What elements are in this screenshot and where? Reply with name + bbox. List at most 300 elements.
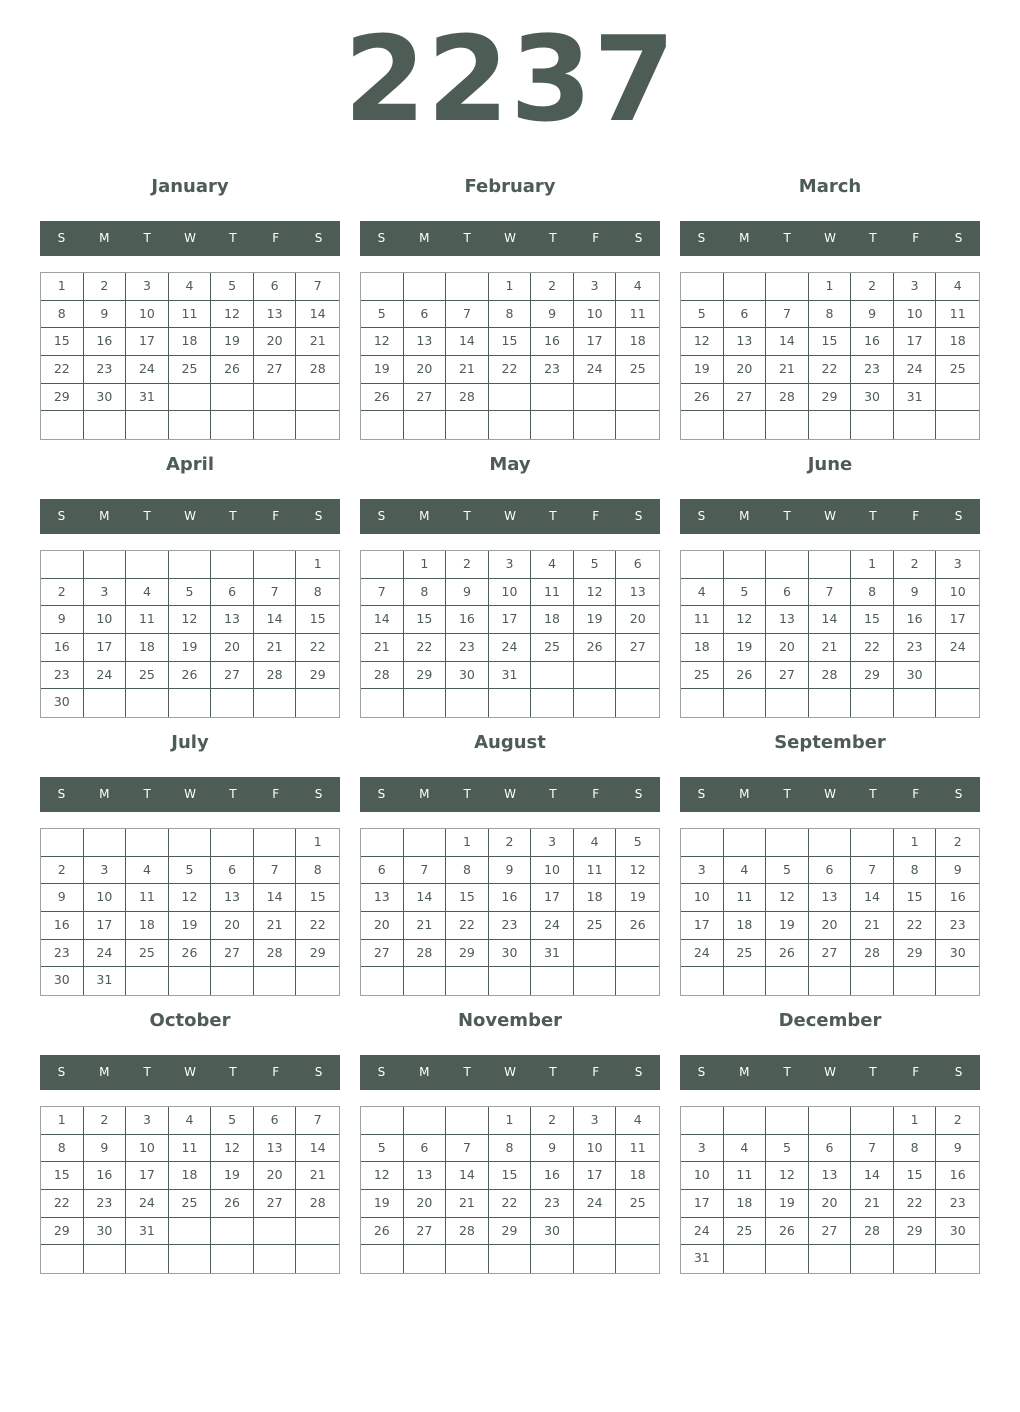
day-cell: 14 <box>296 301 339 329</box>
day-cell: 22 <box>851 634 894 662</box>
weekday-label: S <box>634 231 643 245</box>
day-cell: 27 <box>724 384 767 412</box>
day-cell: 6 <box>254 1107 297 1135</box>
day-cell: 23 <box>489 912 532 940</box>
day-cell: 25 <box>681 662 724 690</box>
day-cell: 30 <box>936 1218 979 1246</box>
day-cell: 24 <box>126 356 169 384</box>
day-cell: 2 <box>531 273 574 301</box>
day-cell <box>766 273 809 301</box>
day-cell <box>84 1245 127 1273</box>
day-cell <box>361 829 404 857</box>
day-cell <box>254 967 297 995</box>
day-cell <box>404 273 447 301</box>
day-cell: 5 <box>361 1135 404 1163</box>
day-cell: 5 <box>361 301 404 329</box>
day-cell: 11 <box>169 301 212 329</box>
weekday-header <box>40 221 340 256</box>
day-cell <box>489 689 532 717</box>
day-cell: 20 <box>254 328 297 356</box>
day-cell: 7 <box>296 1107 339 1135</box>
day-cell: 24 <box>531 912 574 940</box>
day-cell: 23 <box>84 356 127 384</box>
weekday-header <box>360 1055 660 1090</box>
day-cell <box>446 689 489 717</box>
day-cell: 23 <box>84 1190 127 1218</box>
day-cell <box>851 689 894 717</box>
day-cell: 25 <box>724 940 767 968</box>
day-cell <box>724 1107 767 1135</box>
day-cell: 20 <box>211 634 254 662</box>
day-grid <box>360 272 660 440</box>
day-cell: 28 <box>296 1190 339 1218</box>
weekday-label: W <box>184 1065 196 1079</box>
day-cell: 4 <box>724 857 767 885</box>
day-cell: 27 <box>766 662 809 690</box>
weekday-label: S <box>634 509 643 523</box>
day-cell: 13 <box>616 579 659 607</box>
day-grid <box>40 828 340 996</box>
day-cell <box>404 829 447 857</box>
day-cell <box>404 411 447 439</box>
day-cell: 8 <box>41 301 84 329</box>
day-cell: 14 <box>446 1162 489 1190</box>
weekday-header <box>40 777 340 812</box>
day-cell <box>126 1245 169 1273</box>
day-cell: 12 <box>766 1162 809 1190</box>
day-grid <box>680 272 980 440</box>
day-cell <box>126 967 169 995</box>
weekday-label: W <box>504 787 516 801</box>
day-cell: 7 <box>446 1135 489 1163</box>
day-cell <box>616 689 659 717</box>
day-cell: 20 <box>809 912 852 940</box>
month-title: February <box>464 176 556 197</box>
day-cell: 4 <box>169 273 212 301</box>
day-cell: 22 <box>404 634 447 662</box>
day-cell: 2 <box>936 1107 979 1135</box>
day-cell: 29 <box>446 940 489 968</box>
day-cell: 26 <box>169 940 212 968</box>
day-cell: 18 <box>126 634 169 662</box>
day-cell: 16 <box>936 884 979 912</box>
day-cell: 1 <box>446 829 489 857</box>
day-cell <box>531 411 574 439</box>
weekday-label: T <box>229 1065 237 1079</box>
day-cell: 10 <box>681 884 724 912</box>
day-cell: 17 <box>574 1162 617 1190</box>
day-cell: 11 <box>616 301 659 329</box>
day-cell: 20 <box>254 1162 297 1190</box>
weekday-label: S <box>954 509 963 523</box>
month-title: June <box>807 454 853 475</box>
month-title: October <box>149 1010 231 1031</box>
weekday-label: M <box>739 231 750 245</box>
day-cell: 3 <box>681 857 724 885</box>
day-cell: 29 <box>41 384 84 412</box>
day-cell: 7 <box>361 579 404 607</box>
day-cell: 2 <box>84 273 127 301</box>
day-cell: 2 <box>531 1107 574 1135</box>
day-cell: 15 <box>489 1162 532 1190</box>
day-cell: 17 <box>894 328 937 356</box>
day-cell: 11 <box>724 884 767 912</box>
weekday-label: M <box>419 231 430 245</box>
day-cell <box>84 829 127 857</box>
weekday-header <box>680 1055 980 1090</box>
day-cell: 12 <box>616 857 659 885</box>
day-cell <box>296 411 339 439</box>
weekday-label: F <box>592 509 600 523</box>
day-cell: 14 <box>254 606 297 634</box>
day-cell: 23 <box>531 356 574 384</box>
day-cell: 16 <box>84 328 127 356</box>
day-cell: 16 <box>531 1162 574 1190</box>
day-cell: 22 <box>894 912 937 940</box>
day-cell: 18 <box>936 328 979 356</box>
day-cell: 12 <box>766 884 809 912</box>
day-cell <box>724 273 767 301</box>
day-cell: 11 <box>126 606 169 634</box>
day-cell: 25 <box>936 356 979 384</box>
weekday-header <box>680 777 980 812</box>
day-cell: 8 <box>809 301 852 329</box>
day-cell: 3 <box>574 273 617 301</box>
day-cell: 24 <box>84 662 127 690</box>
month-title: November <box>457 1010 563 1031</box>
day-cell: 24 <box>574 1190 617 1218</box>
day-cell <box>574 967 617 995</box>
day-cell: 7 <box>254 579 297 607</box>
day-cell <box>531 662 574 690</box>
day-cell: 19 <box>574 606 617 634</box>
weekday-label: W <box>184 509 196 523</box>
weekday-label: T <box>869 787 877 801</box>
day-cell <box>681 689 724 717</box>
day-cell: 30 <box>851 384 894 412</box>
weekday-label: F <box>912 231 920 245</box>
day-cell: 30 <box>894 662 937 690</box>
day-cell: 5 <box>574 551 617 579</box>
day-cell: 14 <box>851 1162 894 1190</box>
day-cell: 27 <box>809 940 852 968</box>
weekday-header <box>360 499 660 534</box>
day-cell <box>574 1245 617 1273</box>
day-cell: 10 <box>681 1162 724 1190</box>
weekday-label: F <box>912 787 920 801</box>
day-cell <box>574 411 617 439</box>
day-cell: 30 <box>84 384 127 412</box>
day-cell <box>169 551 212 579</box>
day-cell: 3 <box>936 551 979 579</box>
day-cell: 8 <box>489 1135 532 1163</box>
weekday-header <box>40 1055 340 1090</box>
weekday-header <box>360 221 660 256</box>
weekday-label: S <box>314 509 323 523</box>
day-cell: 4 <box>531 551 574 579</box>
day-cell: 4 <box>126 857 169 885</box>
day-cell <box>361 411 404 439</box>
day-cell: 5 <box>766 1135 809 1163</box>
weekday-header <box>360 777 660 812</box>
day-cell <box>41 551 84 579</box>
day-cell: 26 <box>766 940 809 968</box>
day-cell: 20 <box>404 356 447 384</box>
day-cell <box>681 829 724 857</box>
day-cell: 18 <box>616 328 659 356</box>
day-cell: 12 <box>169 606 212 634</box>
day-cell <box>404 967 447 995</box>
day-cell: 13 <box>809 884 852 912</box>
day-cell: 28 <box>851 940 894 968</box>
weekday-label: W <box>504 231 516 245</box>
day-cell: 19 <box>616 884 659 912</box>
day-cell: 2 <box>894 551 937 579</box>
weekday-label: S <box>314 1065 323 1079</box>
weekday-label: S <box>377 1065 386 1079</box>
day-cell: 12 <box>574 579 617 607</box>
weekday-label: M <box>419 1065 430 1079</box>
day-cell: 6 <box>809 1135 852 1163</box>
day-cell: 20 <box>404 1190 447 1218</box>
day-cell <box>169 967 212 995</box>
weekday-label: S <box>697 509 706 523</box>
day-cell: 5 <box>681 301 724 329</box>
day-cell <box>489 384 532 412</box>
day-cell <box>254 411 297 439</box>
day-grid <box>40 272 340 440</box>
day-cell <box>616 967 659 995</box>
day-cell: 21 <box>361 634 404 662</box>
day-cell: 2 <box>41 857 84 885</box>
weekday-label: T <box>463 509 471 523</box>
day-cell: 29 <box>296 940 339 968</box>
day-cell: 9 <box>894 579 937 607</box>
day-cell: 19 <box>724 634 767 662</box>
day-cell: 5 <box>169 579 212 607</box>
day-cell: 16 <box>531 328 574 356</box>
day-cell <box>724 551 767 579</box>
day-cell: 23 <box>531 1190 574 1218</box>
day-cell: 26 <box>766 1218 809 1246</box>
weekday-label: T <box>229 231 237 245</box>
day-cell <box>126 411 169 439</box>
day-cell: 5 <box>211 273 254 301</box>
day-cell <box>84 689 127 717</box>
day-cell: 28 <box>766 384 809 412</box>
day-cell: 19 <box>681 356 724 384</box>
weekday-label: M <box>99 509 110 523</box>
day-cell <box>211 411 254 439</box>
weekday-label: W <box>504 509 516 523</box>
day-cell: 14 <box>254 884 297 912</box>
day-cell <box>936 411 979 439</box>
weekday-label: W <box>504 1065 516 1079</box>
day-cell: 17 <box>126 328 169 356</box>
weekday-label: S <box>697 787 706 801</box>
day-cell <box>41 411 84 439</box>
day-cell: 27 <box>404 1218 447 1246</box>
day-cell: 11 <box>724 1162 767 1190</box>
day-cell: 22 <box>489 356 532 384</box>
day-cell <box>296 967 339 995</box>
day-cell: 9 <box>531 301 574 329</box>
day-cell <box>894 411 937 439</box>
day-cell: 20 <box>361 912 404 940</box>
day-cell <box>361 1245 404 1273</box>
day-cell <box>809 689 852 717</box>
day-cell: 9 <box>936 1135 979 1163</box>
month-title: September <box>774 732 886 753</box>
day-cell: 27 <box>361 940 404 968</box>
day-cell: 11 <box>616 1135 659 1163</box>
day-cell: 10 <box>936 579 979 607</box>
day-cell <box>126 829 169 857</box>
day-cell: 28 <box>851 1218 894 1246</box>
day-cell: 4 <box>574 829 617 857</box>
day-cell <box>616 1218 659 1246</box>
weekday-label: T <box>549 1065 557 1079</box>
day-cell: 17 <box>84 912 127 940</box>
day-cell: 26 <box>211 1190 254 1218</box>
day-cell: 19 <box>361 356 404 384</box>
day-cell: 20 <box>616 606 659 634</box>
day-cell: 1 <box>296 551 339 579</box>
day-cell: 25 <box>126 662 169 690</box>
day-cell: 13 <box>724 328 767 356</box>
day-cell: 7 <box>766 301 809 329</box>
day-cell <box>41 1245 84 1273</box>
weekday-label: T <box>143 231 151 245</box>
day-cell <box>254 1218 297 1246</box>
day-cell: 1 <box>809 273 852 301</box>
day-cell: 19 <box>169 634 212 662</box>
weekday-label: F <box>272 231 280 245</box>
weekday-label: S <box>634 787 643 801</box>
day-cell <box>126 551 169 579</box>
day-cell: 31 <box>126 384 169 412</box>
day-cell <box>169 1245 212 1273</box>
day-cell: 24 <box>894 356 937 384</box>
day-cell <box>936 1245 979 1273</box>
day-cell: 22 <box>489 1190 532 1218</box>
day-cell: 3 <box>574 1107 617 1135</box>
weekday-label: S <box>697 1065 706 1079</box>
day-cell: 29 <box>489 1218 532 1246</box>
day-cell: 23 <box>851 356 894 384</box>
day-cell <box>851 1245 894 1273</box>
day-cell <box>211 1218 254 1246</box>
day-cell: 18 <box>724 1190 767 1218</box>
weekday-label: S <box>377 509 386 523</box>
day-cell: 23 <box>936 912 979 940</box>
day-cell: 10 <box>531 857 574 885</box>
day-cell: 6 <box>254 273 297 301</box>
day-cell: 3 <box>126 273 169 301</box>
day-cell: 2 <box>446 551 489 579</box>
day-cell <box>681 411 724 439</box>
day-grid <box>680 828 980 996</box>
day-cell: 15 <box>894 1162 937 1190</box>
day-cell: 6 <box>724 301 767 329</box>
day-cell: 7 <box>851 1135 894 1163</box>
weekday-label: T <box>549 509 557 523</box>
day-cell <box>296 384 339 412</box>
day-cell: 28 <box>254 662 297 690</box>
day-cell: 31 <box>126 1218 169 1246</box>
day-cell: 24 <box>681 940 724 968</box>
day-cell <box>766 1245 809 1273</box>
day-cell: 8 <box>894 1135 937 1163</box>
day-cell: 4 <box>936 273 979 301</box>
weekday-label: T <box>143 787 151 801</box>
day-cell: 24 <box>681 1218 724 1246</box>
day-cell <box>296 689 339 717</box>
day-cell: 29 <box>404 662 447 690</box>
day-cell: 9 <box>41 884 84 912</box>
weekday-label: S <box>634 1065 643 1079</box>
day-cell: 6 <box>361 857 404 885</box>
day-cell: 13 <box>404 328 447 356</box>
day-cell <box>446 1245 489 1273</box>
day-cell: 10 <box>84 884 127 912</box>
day-cell <box>936 689 979 717</box>
day-grid <box>680 1106 980 1274</box>
weekday-label: T <box>143 1065 151 1079</box>
day-cell: 10 <box>126 301 169 329</box>
day-cell: 4 <box>681 579 724 607</box>
day-cell <box>724 411 767 439</box>
day-cell <box>851 1107 894 1135</box>
month-title: July <box>171 732 209 753</box>
day-cell <box>574 384 617 412</box>
weekday-label: S <box>954 787 963 801</box>
day-cell: 10 <box>84 606 127 634</box>
day-cell <box>169 1218 212 1246</box>
day-cell <box>446 1107 489 1135</box>
day-cell: 9 <box>446 579 489 607</box>
day-cell: 7 <box>446 301 489 329</box>
day-cell <box>616 411 659 439</box>
day-cell: 30 <box>936 940 979 968</box>
day-cell: 26 <box>169 662 212 690</box>
day-cell: 31 <box>84 967 127 995</box>
day-cell: 26 <box>211 356 254 384</box>
day-cell: 20 <box>766 634 809 662</box>
day-cell <box>254 384 297 412</box>
day-cell: 20 <box>809 1190 852 1218</box>
day-cell: 2 <box>936 829 979 857</box>
day-cell <box>361 689 404 717</box>
day-cell: 1 <box>296 829 339 857</box>
day-cell: 17 <box>681 912 724 940</box>
weekday-label: T <box>229 787 237 801</box>
day-cell: 25 <box>169 1190 212 1218</box>
day-cell: 2 <box>851 273 894 301</box>
day-cell: 8 <box>404 579 447 607</box>
day-cell <box>404 1107 447 1135</box>
day-cell: 15 <box>296 884 339 912</box>
day-cell: 27 <box>404 384 447 412</box>
day-cell <box>724 1245 767 1273</box>
day-cell <box>404 1245 447 1273</box>
weekday-label: T <box>783 787 791 801</box>
day-cell <box>809 1107 852 1135</box>
day-cell: 15 <box>41 328 84 356</box>
weekday-label: T <box>143 509 151 523</box>
day-cell: 24 <box>126 1190 169 1218</box>
day-cell <box>169 411 212 439</box>
